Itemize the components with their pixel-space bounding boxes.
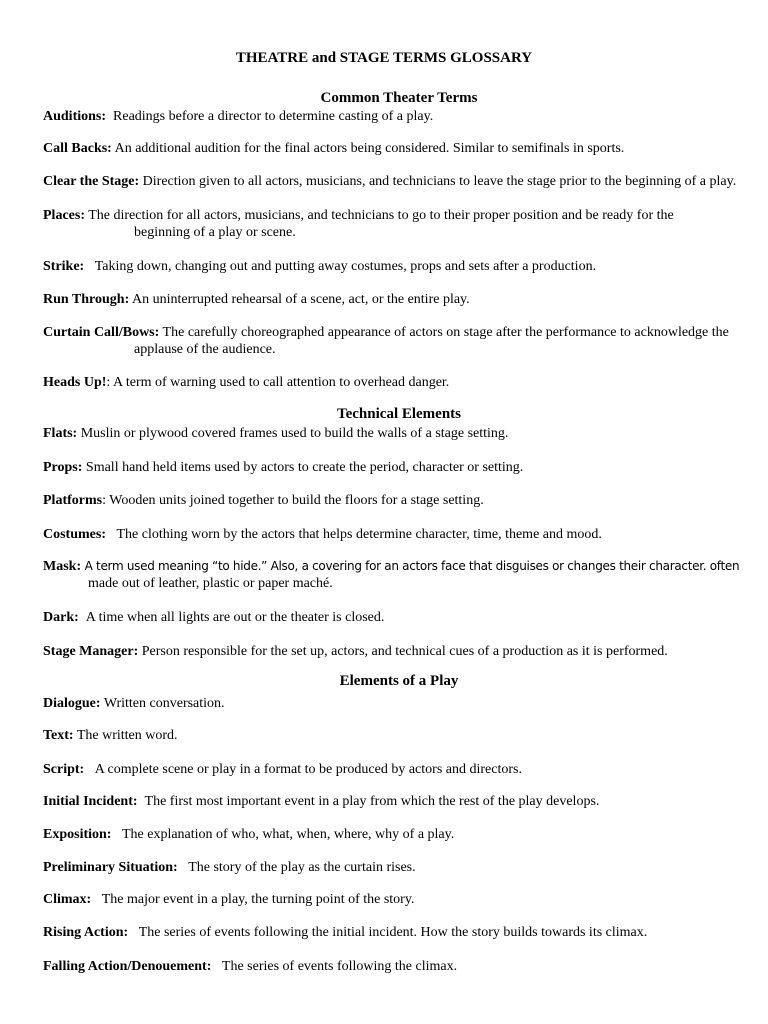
definition: The clothing worn by the actors that helps determine character, time, theme and mood.	[116, 527, 602, 542]
definition: The series of events following the initial incident. How the story builds towards its climax.	[138, 925, 648, 940]
glossary-entry-stage-manager	[43, 643, 743, 660]
term: Falling Action/Denouement:	[43, 959, 212, 974]
glossary-entry-exposition	[43, 826, 743, 843]
glossary-entry-text	[43, 727, 743, 744]
term: Climax:	[43, 892, 92, 907]
term: Dialogue:	[43, 696, 101, 711]
definition: A complete scene or play in a format to be produced by actors and directors.	[94, 762, 522, 777]
definition: Readings before a director to determine casting of a play.	[113, 109, 434, 124]
definition: A term used meaning “to hide.” Also, a covering for an actors face that disguises or changes their character. often	[84, 559, 740, 573]
term: Text:	[43, 728, 74, 743]
glossary-entry-script	[43, 761, 743, 778]
definition: The story of the play as the curtain rises.	[188, 860, 416, 875]
term: Stage Manager:	[43, 644, 139, 659]
glossary-entry-costumes	[43, 526, 743, 543]
definition-continuation: made out of leather, plastic or paper maché.	[88, 576, 333, 591]
term: Places:	[43, 208, 85, 223]
definition: The explanation of who, what, when, where, why of a play.	[121, 827, 455, 842]
term: Exposition:	[43, 827, 112, 842]
term: Preliminary Situation:	[43, 860, 178, 875]
definition: Written conversation.	[103, 696, 225, 711]
definition-continuation: applause of the audience.	[134, 342, 276, 357]
glossary-entry-call-backs	[43, 140, 743, 157]
glossary-entry-heads-up	[43, 374, 743, 391]
term: Initial Incident:	[43, 794, 138, 809]
glossary-entry-run-through	[43, 291, 743, 308]
document-title: THEATRE and STAGE TERMS GLOSSARY	[235, 50, 533, 66]
glossary-entry-platforms	[43, 492, 743, 509]
definition: The major event in a play, the turning point of the story.	[101, 892, 415, 907]
term: Platforms	[43, 493, 103, 508]
definition-continuation: beginning of a play or scene.	[134, 225, 296, 240]
definition: A time when all lights are out or the theater is closed.	[85, 610, 385, 625]
glossary-entry-mask	[43, 558, 743, 575]
term: Props:	[43, 460, 83, 475]
glossary-entry-initial-incident	[43, 793, 743, 810]
term: Flats:	[43, 426, 78, 441]
definition: Taking down, changing out and putting away costumes, props and sets after a production.	[94, 259, 597, 274]
definition: The carefully choreographed appearance of actors on stage after the performance to acknowledge the	[162, 325, 729, 340]
definition: Small hand held items used by actors to create the period, character or setting.	[85, 460, 524, 475]
glossary-entry-dark	[43, 609, 743, 626]
glossary-entry-props	[43, 459, 743, 476]
term: Script:	[43, 762, 85, 777]
term: Run Through:	[43, 292, 130, 307]
glossary-entry-places	[43, 207, 743, 224]
section-heading-elements-of-a-play: Elements of a Play	[339, 673, 459, 689]
definition: Person responsible for the set up, actors, and technical cues of a production as it is performed.	[141, 644, 668, 659]
glossary-entry-rising-action	[43, 924, 743, 941]
term: Call Backs:	[43, 141, 112, 156]
glossary-entry-preliminary-situation	[43, 859, 743, 876]
term: Rising Action:	[43, 925, 129, 940]
term: Strike:	[43, 259, 85, 274]
definition: : Wooden units joined together to build the floors for a stage setting.	[102, 493, 484, 508]
definition: : A term of warning used to call attention to overhead danger.	[106, 375, 450, 390]
glossary-entry-climax	[43, 891, 743, 908]
definition: The direction for all actors, musicians, and technicians to go to their proper position and be ready for the	[88, 208, 674, 223]
term: Dark:	[43, 610, 79, 625]
term: Clear the Stage:	[43, 174, 140, 189]
term: Costumes:	[43, 527, 106, 542]
glossary-entry-dialogue	[43, 695, 743, 712]
glossary-entry-clear-the-stage	[43, 173, 743, 190]
glossary-entry-falling-action	[43, 958, 743, 975]
definition: The written word.	[76, 728, 178, 743]
term: Heads Up!	[43, 375, 107, 390]
definition: Muslin or plywood covered frames used to build the walls of a stage setting.	[80, 426, 509, 441]
glossary-entry-auditions	[43, 108, 743, 125]
definition: The first most important event in a play from which the rest of the play develops.	[144, 794, 600, 809]
definition: The series of events following the climax.	[221, 959, 458, 974]
section-heading-common-theater-terms: Common Theater Terms	[320, 90, 478, 106]
definition: An uninterrupted rehearsal of a scene, act, or the entire play.	[131, 292, 470, 307]
term: Mask:	[43, 559, 82, 574]
term: Auditions:	[43, 109, 107, 124]
glossary-entry-flats	[43, 425, 743, 442]
section-heading-technical-elements: Technical Elements	[336, 406, 462, 422]
definition: Direction given to all actors, musicians, and technicians to leave the stage prior to the beginning of a play.	[142, 174, 737, 189]
definition: An additional audition for the final actors being considered. Similar to semifinals in sports.	[114, 141, 625, 156]
term: Curtain Call/Bows:	[43, 325, 160, 340]
glossary-entry-curtain-call	[43, 324, 743, 341]
glossary-entry-strike	[43, 258, 743, 275]
